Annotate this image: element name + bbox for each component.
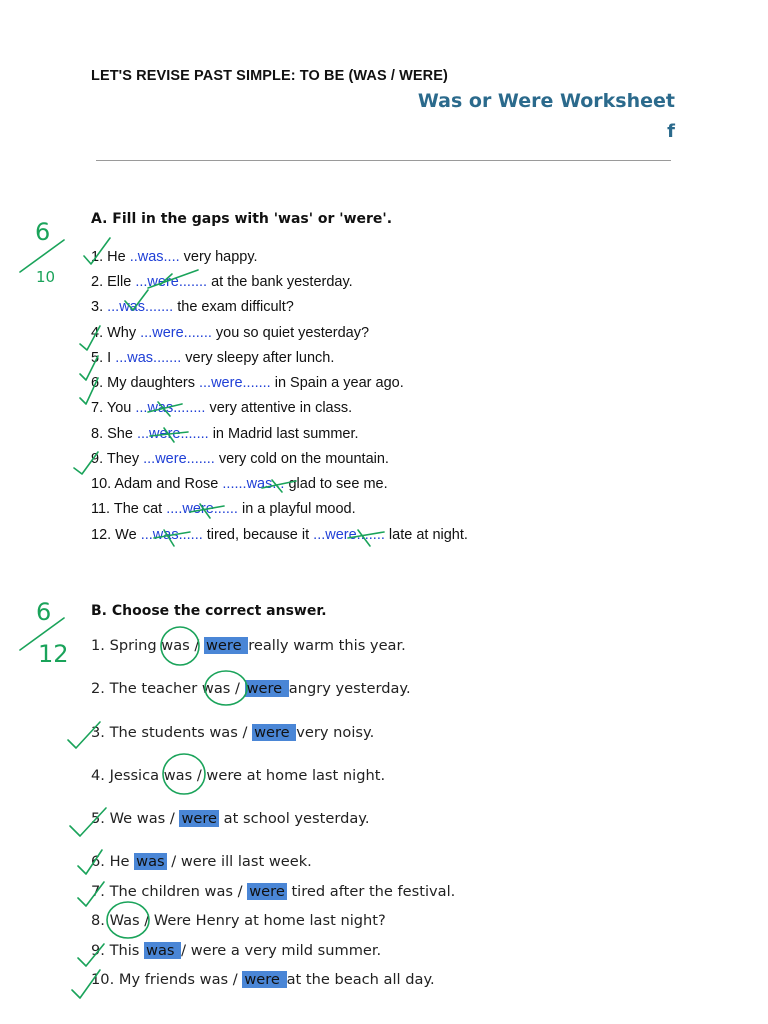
a-item-answer: ......was...: [222, 476, 285, 492]
b-option-were[interactable]: were: [180, 853, 217, 870]
b-item-text: 8.: [91, 912, 110, 929]
b-option-was[interactable]: was: [136, 810, 166, 827]
b-option-was[interactable]: was: [163, 767, 193, 784]
a-item-answer: ...was.......: [107, 299, 174, 315]
a-item: [91, 400, 352, 416]
b-item-text: tired after the festival.: [286, 883, 456, 900]
a-item-answer: ...was.......: [115, 350, 182, 366]
a-item: [91, 476, 388, 492]
a-item-text: 5. I: [91, 350, 116, 366]
b-option-was[interactable]: was: [204, 883, 234, 900]
b-item: [91, 724, 374, 741]
a-item-answer: ..was....: [129, 249, 180, 265]
b-item-text: 2. The teacher: [91, 680, 202, 697]
b-item-text: 1. Spring: [91, 637, 162, 654]
b-item-text: at the beach all day.: [286, 971, 435, 988]
a-item-answer: ...were.......: [143, 451, 215, 467]
b-item-text: at home last night.: [241, 767, 386, 784]
a-item-text: 2. Elle: [91, 274, 136, 290]
a-item-text: in a playful mood.: [237, 501, 356, 517]
a-item: [91, 249, 258, 265]
b-item-text: 6. He: [91, 853, 135, 870]
score-a-top: 6: [35, 218, 51, 246]
a-item: [91, 501, 356, 517]
a-item: [91, 299, 294, 315]
b-item-text: very noisy.: [296, 724, 375, 741]
b-separator: /: [233, 883, 248, 900]
b-option-were[interactable]: were: [205, 637, 247, 654]
score-fraction-line: [20, 240, 64, 272]
b-item: [91, 971, 435, 988]
a-item-text: 7. You: [91, 400, 136, 416]
a-item-text: late at night.: [384, 527, 468, 543]
b-option-were[interactable]: were: [181, 810, 218, 827]
a-item-text: the exam difficult?: [173, 299, 294, 315]
b-item-text: angry yesterday.: [288, 680, 411, 697]
b-separator: /: [230, 680, 245, 697]
a-item: [91, 375, 404, 391]
b-item-text: 7. The children: [91, 883, 205, 900]
a-item-text: very sleepy after lunch.: [181, 350, 335, 366]
a-item-text: very cold on the mountain.: [214, 451, 389, 467]
a-item-text: 6. My daughters: [91, 375, 199, 391]
score-b-top: 6: [36, 598, 52, 626]
a-item-text: tired, because it: [202, 527, 314, 543]
b-item: [91, 637, 406, 654]
b-option-were[interactable]: were: [244, 971, 285, 988]
a-item-text: 9. They: [91, 451, 144, 467]
b-item-text: at school yesterday.: [219, 810, 370, 827]
a-item-text: 4. Why: [91, 325, 141, 341]
a-item: [91, 274, 353, 290]
a-item-text: you so quiet yesterday?: [211, 325, 370, 341]
a-item-text: 12. We: [91, 527, 141, 543]
b-option-were[interactable]: were: [206, 767, 242, 784]
score-fraction-line: [20, 618, 64, 650]
a-item-answer: ...were.......: [199, 375, 271, 391]
b-item-text: 5. We: [91, 810, 137, 827]
b-item-text: 3. The students: [91, 724, 210, 741]
score-b-bottom: 12: [38, 640, 69, 668]
a-item-text: 1. He: [91, 249, 130, 265]
a-item: [91, 527, 468, 543]
b-item: [91, 810, 369, 827]
b-item-text: 9. This: [91, 942, 145, 959]
b-separator: /: [166, 853, 181, 870]
a-item-answer: ...was......: [140, 527, 203, 543]
a-item-answer: ...were.......: [140, 325, 212, 341]
a-item: [91, 426, 359, 442]
b-item-text: Henry at home last night?: [191, 912, 386, 929]
a-item-text: in Spain a year ago.: [270, 375, 404, 391]
b-option-was[interactable]: was: [136, 853, 165, 870]
b-item: [91, 912, 386, 929]
b-option-was[interactable]: Was: [109, 912, 140, 929]
b-item-text: ill last week.: [216, 853, 312, 870]
a-item: [91, 325, 369, 341]
a-item: [91, 350, 334, 366]
b-separator: /: [237, 724, 253, 741]
b-option-were[interactable]: Were: [153, 912, 192, 929]
a-item-text: in Madrid last summer.: [208, 426, 359, 442]
b-option-were[interactable]: were: [254, 724, 295, 741]
b-option-was[interactable]: was: [199, 971, 229, 988]
b-separator: /: [165, 810, 180, 827]
b-option-were[interactable]: were: [246, 680, 287, 697]
a-item-text: at the bank yesterday.: [207, 274, 353, 290]
b-separator: /: [192, 767, 207, 784]
a-item: [91, 451, 389, 467]
a-item-answer: ...were.......: [136, 426, 209, 442]
b-separator: /: [139, 912, 154, 929]
a-item-text: very happy.: [179, 249, 258, 265]
a-item-text: glad to see me.: [284, 476, 388, 492]
a-item-answer: ...was........: [135, 400, 206, 416]
score-a-bottom: 10: [36, 268, 56, 286]
b-item: [91, 767, 385, 784]
b-item-text: 10. My friends: [91, 971, 200, 988]
b-item-text: a very mild summer.: [226, 942, 382, 959]
a-item-answer: ....were......: [166, 501, 238, 517]
b-separator: /: [181, 942, 191, 959]
b-item-text: really warm this year.: [248, 637, 406, 654]
b-option-was[interactable]: was: [161, 637, 190, 654]
b-option-were[interactable]: were: [190, 942, 227, 959]
a-item-text: 10. Adam and Rose: [91, 476, 223, 492]
b-item: [91, 680, 411, 697]
divider: [96, 160, 671, 161]
a-item-answer: ...were.......: [313, 527, 385, 543]
b-item: [91, 883, 455, 900]
b-option-were[interactable]: were: [249, 883, 285, 900]
a-item-text: 3.: [91, 299, 108, 315]
a-item-text: very attentive in class.: [205, 400, 353, 416]
b-separator: /: [189, 637, 204, 654]
section-b-title: B. Choose the correct answer.: [91, 603, 327, 619]
brand-title: Was or Were Worksheet: [417, 90, 675, 112]
b-separator: /: [228, 971, 243, 988]
a-item-text: 11. The cat: [91, 501, 167, 517]
b-option-was[interactable]: was: [146, 942, 180, 959]
b-option-was[interactable]: was: [201, 680, 231, 697]
worksheet-title: LET'S REVISE PAST SIMPLE: TO BE (WAS / WERE): [91, 68, 448, 84]
b-option-was[interactable]: was: [209, 724, 238, 741]
b-item: [91, 853, 312, 870]
b-item: [91, 942, 381, 959]
section-a-title: A. Fill in the gaps with 'was' or 'were'.: [91, 211, 393, 227]
a-item-answer: ...were.......: [135, 274, 208, 290]
brand-sub: f: [667, 121, 675, 142]
b-item-text: 4. Jessica: [91, 767, 164, 784]
a-item-text: 8. She: [91, 426, 137, 442]
